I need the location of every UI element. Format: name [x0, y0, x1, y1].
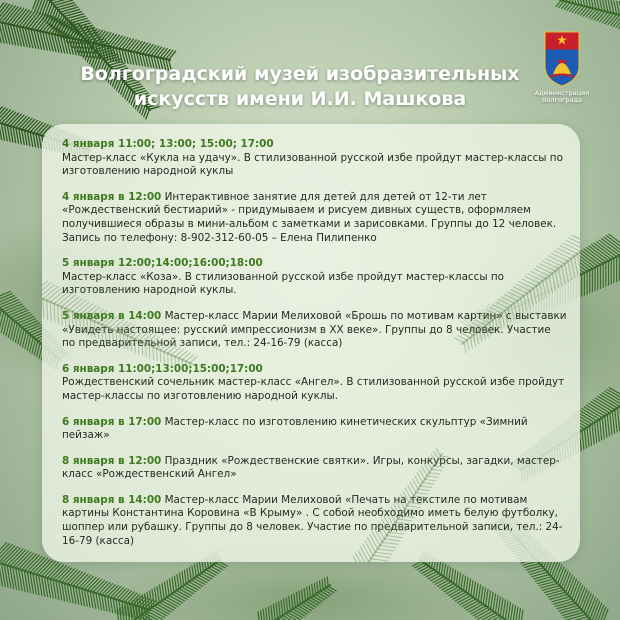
title-line-1: Волгоградский музей изобразительных	[80, 63, 520, 85]
event-item	[62, 363, 567, 404]
event-date: 5 января в 14:00	[62, 309, 162, 322]
event-description: Мастер-класс Марии Мелиховой «Брошь по мотивам картин» с выставки «Увидеть настоящее: русский импрессионизм в XX веке». Группы до 8 человек. Участие по предварительной записи, тел.: 24-16-79 (касса)	[62, 309, 567, 350]
event-date: 6 января 11:00;13:00;15:00;17:00	[62, 362, 263, 375]
event-date: 4 января в 12:00	[62, 190, 162, 203]
event-description: Рождественский сочельник мастер-класс «Ангел». В стилизованной русской избе пройдут мастер-классы по изготовлению народной куклы.	[62, 376, 565, 402]
event-date: 8 января в 14:00	[62, 493, 162, 506]
logo-caption-line-1: Администрация	[534, 89, 590, 97]
event-item	[62, 257, 567, 298]
event-item	[62, 310, 567, 351]
title-line-2: искусств имени И.И. Машкова	[133, 88, 467, 110]
event-date: 5 января 12:00;14:00;16:00;18:00	[62, 257, 263, 270]
event-description: Мастер-класс по изготовлению кинетических скульптур «Зимний пейзаж»	[62, 415, 528, 442]
administration-logo	[532, 30, 592, 104]
volgograd-coat-of-arms-icon	[542, 30, 582, 88]
event-description: Интерактивное занятие для детей для детей от 12-ти лет «Рождественский бестиарий» - придумываем и рисуем дивных существ, оформляем получившиеся образы в мини-альбом с заметками и зарисовками. Группы до 12 человек.	[62, 190, 557, 230]
event-item	[62, 191, 567, 245]
page-title	[40, 62, 560, 112]
event-contact: Запись по телефону: 8-902-312-60-05 – Елена Пилипенко	[62, 231, 377, 244]
event-date: 8 января в 12:00	[62, 454, 162, 467]
event-description: Мастер-класс Марии Мелиховой «Печать на текстиле по мотивам картины Константина Коровина «В Крыму» . С собой необходимо иметь белую футболку, шоппер или рубашку. Группы до 8 человек. Участие по предварительной записи, тел.: 24-16-79 (касса)	[62, 493, 563, 547]
logo-caption-line-2: Волгограда	[542, 96, 582, 104]
events-list	[62, 138, 567, 560]
event-item	[62, 455, 567, 482]
event-description: Мастер-класс «Кукла на удачу». В стилизованной русской избе пройдут мастер-классы по изготовлению народной куклы	[62, 151, 563, 178]
event-item	[62, 416, 567, 443]
event-item	[62, 494, 567, 548]
logo-caption	[532, 90, 592, 104]
event-description: Мастер-класс «Коза». В стилизованной русской избе пройдут мастер-классы по изготовлению народной куклы.	[62, 270, 505, 297]
events-card	[42, 124, 580, 562]
event-date: 6 января в 17:00	[62, 415, 162, 428]
event-item	[62, 138, 567, 179]
event-date: 4 января 11:00; 13:00; 15:00; 17:00	[62, 138, 274, 150]
event-description: Праздник «Рождественские святки». Игры, конкурсы, загадки, мастер-класс «Рождественский Ангел»	[62, 454, 560, 481]
